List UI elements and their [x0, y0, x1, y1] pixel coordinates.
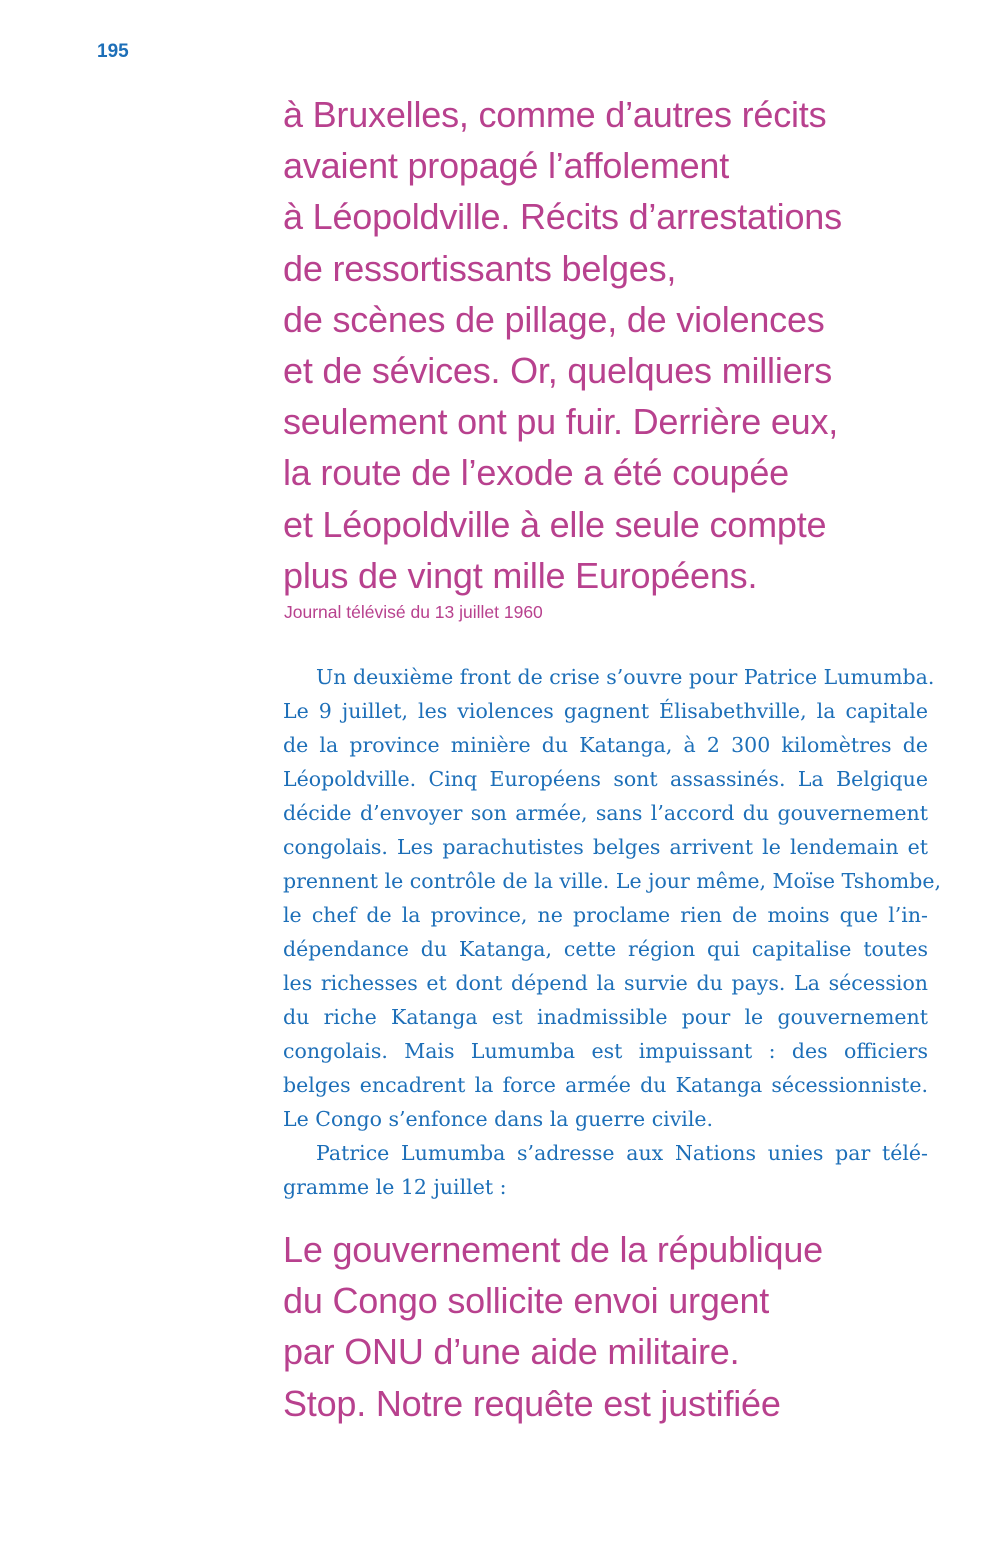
quote-source: Journal télévisé du 13 juillet 1960	[284, 602, 543, 622]
body-line: dépendance du Katanga, cette région qui capitalise toutes	[283, 937, 928, 961]
pull-quote-bottom	[283, 1224, 973, 1429]
quote-line: Le gouvernement de la république	[283, 1229, 823, 1270]
body-text	[283, 660, 942, 1204]
quote-line: par ONU d’une aide militaire.	[283, 1331, 740, 1373]
body-line: du riche Katanga est inadmissible pour le gouvernement	[283, 1005, 928, 1029]
pull-quote-top	[283, 89, 973, 601]
page-number: 195	[97, 41, 129, 62]
quote-line: Stop. Notre requête est justifiée	[283, 1382, 781, 1424]
body-line: de la province minière du Katanga, à 2 300 kilomètres de	[283, 733, 928, 757]
body-line: congolais. Mais Lumumba est impuissant : des officiers	[283, 1039, 928, 1063]
quote-line: du Congo sollicite envoi urgent	[283, 1280, 770, 1322]
body-line: Le Congo s’enfonce dans la guerre civile.	[283, 1107, 714, 1131]
quote-line: seulement ont pu fuir. Derrière eux,	[283, 401, 839, 443]
quote-line: à Léopoldville. Récits d’arrestations	[283, 196, 842, 238]
quote-line: et de sévices. Or, quelques milliers	[283, 350, 833, 392]
body-line: congolais. Les parachutistes belges arrivent le lendemain et	[283, 835, 928, 859]
body-line: Un deuxième front de crise s’ouvre pour Patrice Lumumba.	[316, 665, 935, 689]
body-line: belges encadrent la force armée du Katanga sécessionniste.	[283, 1073, 928, 1097]
quote-line: et Léopoldville à elle seule compte	[283, 503, 827, 545]
body-line: décide d’envoyer son armée, sans l’accord du gouvernement	[283, 801, 928, 825]
quote-line: plus de vingt mille Européens.	[283, 554, 758, 596]
quote-line: avaient propagé l’affolement	[283, 145, 730, 187]
quote-line: la route de l’exode a été coupée	[283, 452, 789, 494]
body-line: les richesses et dont dépend la survie du pays. La sécession	[283, 971, 928, 995]
quote-line: de ressortissants belges,	[283, 247, 677, 289]
body-line: le chef de la province, ne proclame rien de moins que l’in-	[283, 903, 928, 927]
quote-line: de scènes de pillage, de violences	[283, 298, 825, 340]
quote-line: à Bruxelles, comme d’autres récits	[283, 94, 827, 135]
body-line: gramme le 12 juillet :	[283, 1175, 507, 1199]
body-line: Léopoldville. Cinq Européens sont assassinés. La Belgique	[283, 767, 928, 791]
body-line: Patrice Lumumba s’adresse aux Nations unies par télé-	[316, 1141, 928, 1165]
body-line: Le 9 juillet, les violences gagnent Élisabethville, la capitale	[283, 699, 928, 723]
body-line: prennent le contrôle de la ville. Le jour même, Moïse Tshombe,	[283, 869, 942, 893]
